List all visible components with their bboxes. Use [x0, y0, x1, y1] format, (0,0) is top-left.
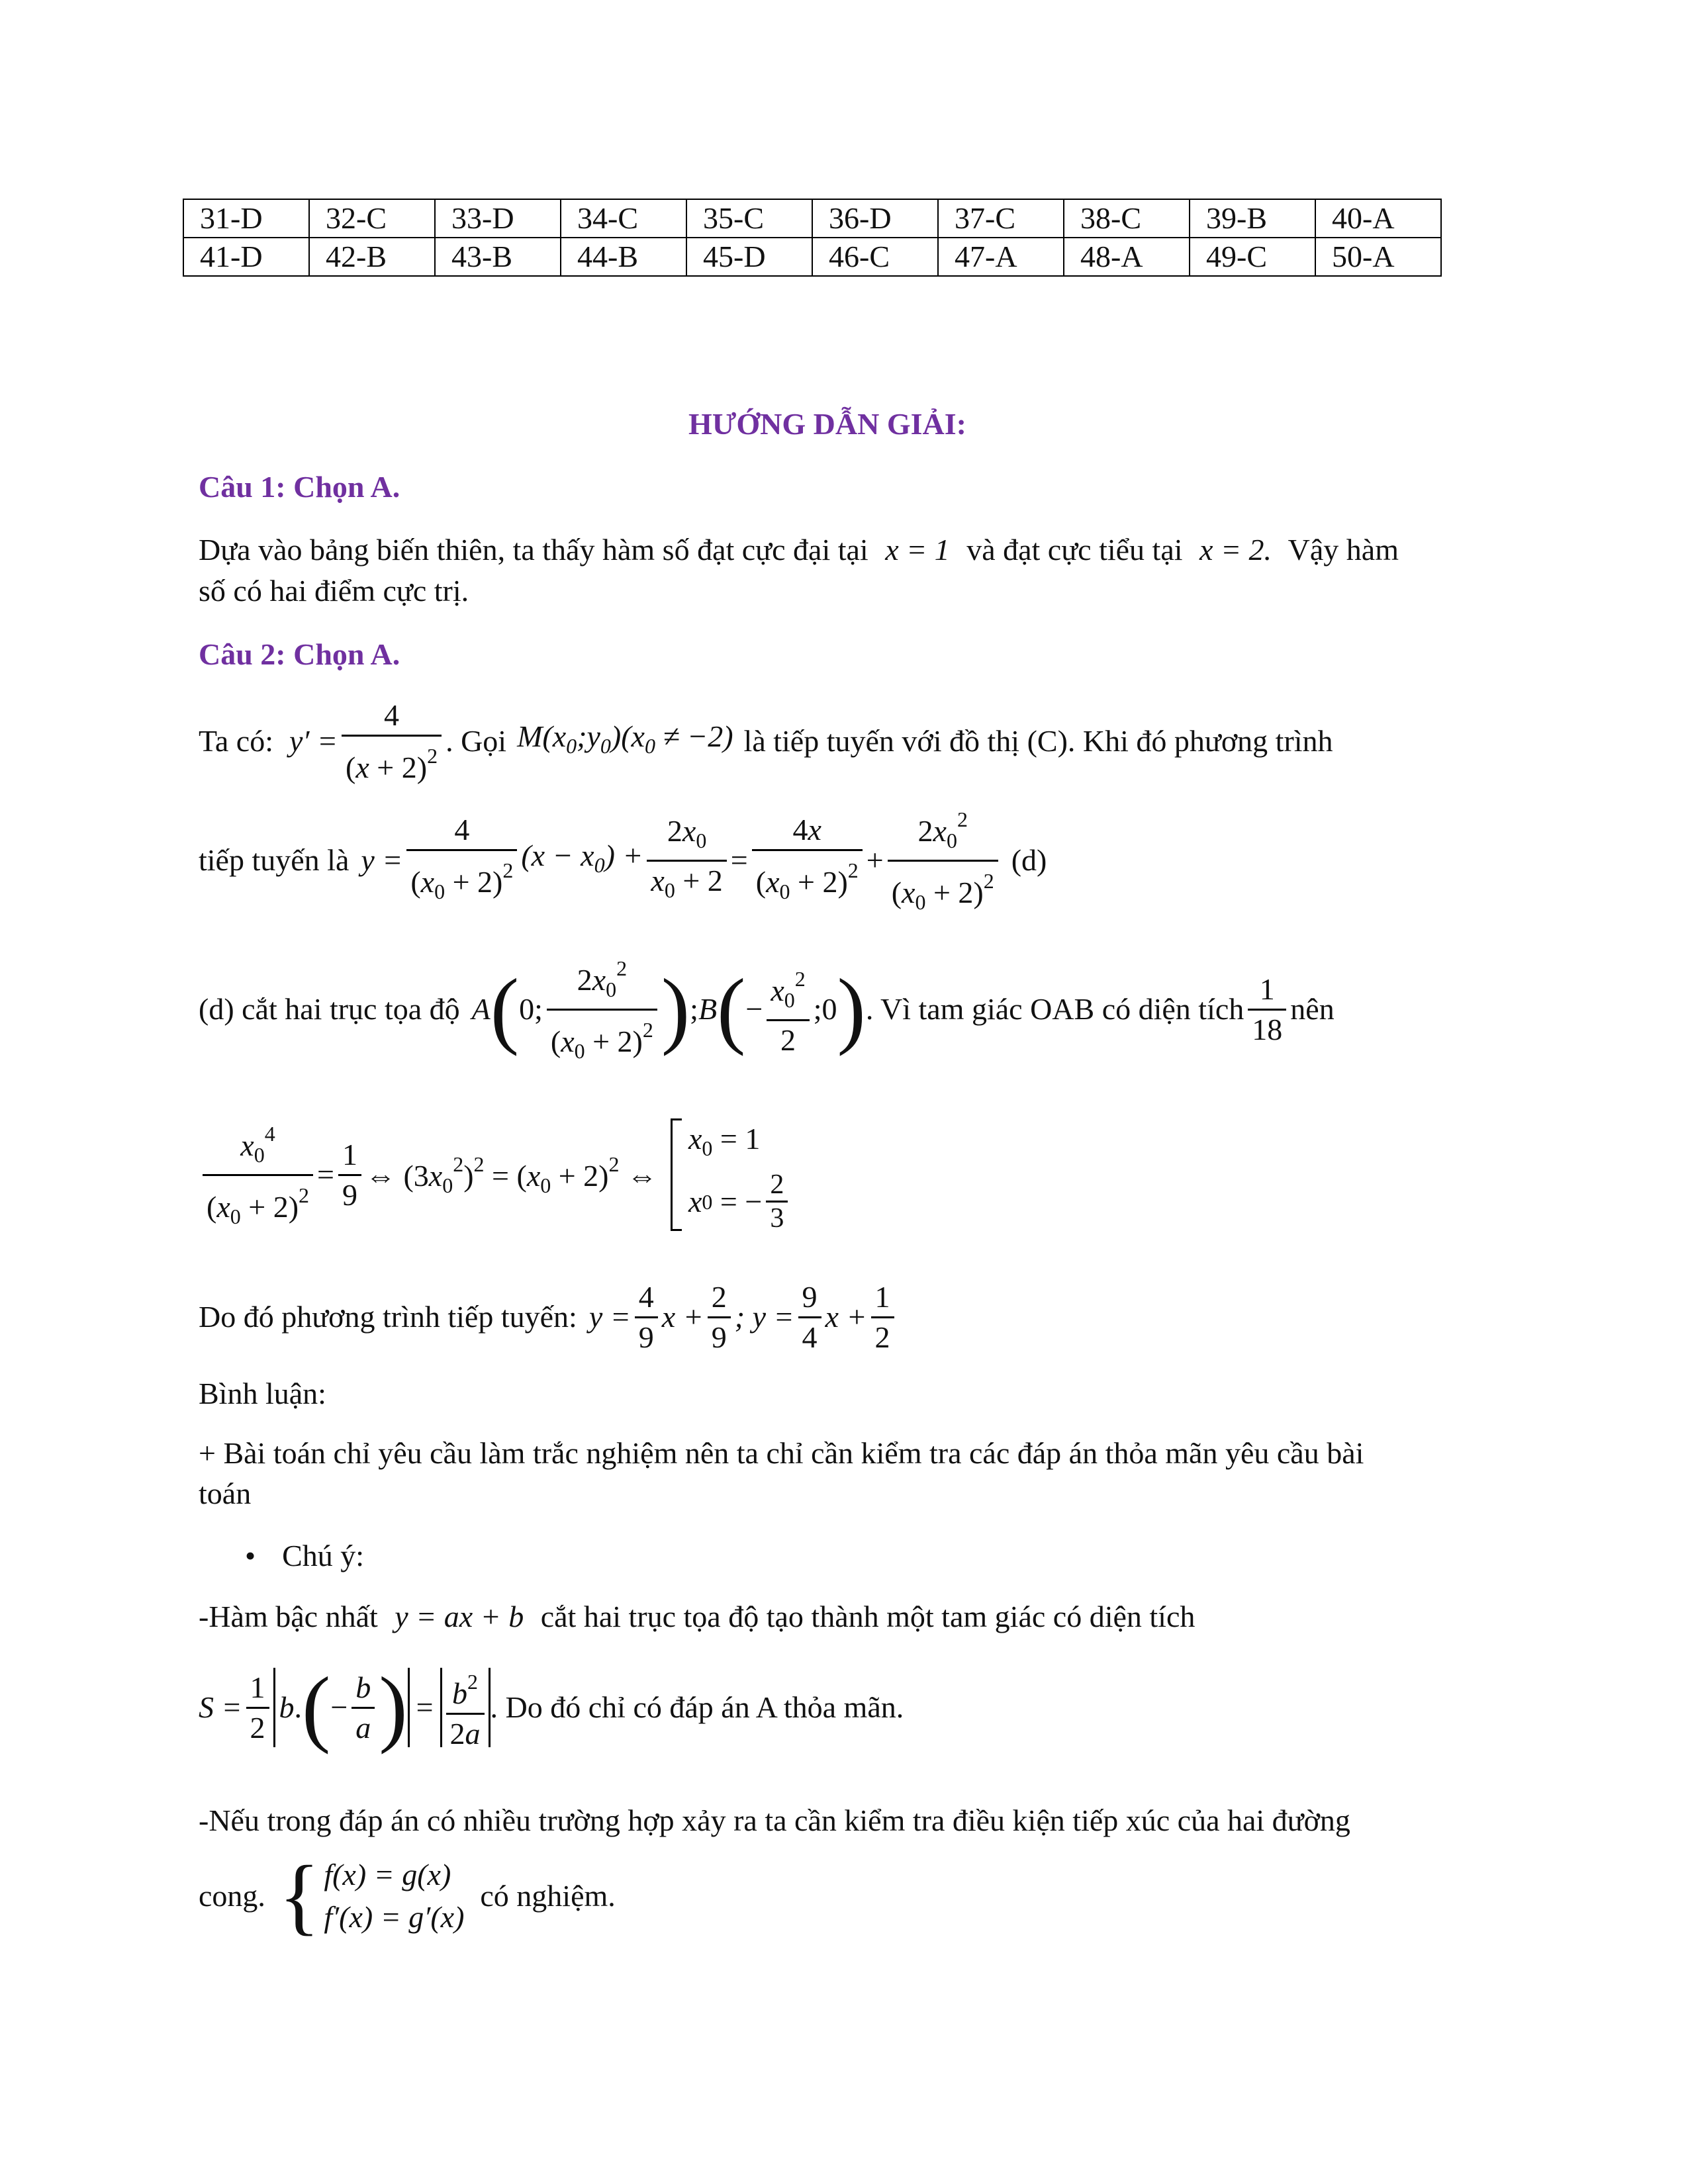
- q2-system-line: [199, 1846, 616, 1946]
- math-fraction: $\frac{9}{4}$: [798, 1278, 821, 1357]
- math: 0;: [519, 992, 543, 1026]
- math: [440, 1668, 442, 1747]
- q2-cong: cong.: [199, 1879, 265, 1913]
- table-cell: 40-A: [1315, 199, 1441, 238]
- table-cell: 32-C: [309, 199, 435, 238]
- q1-text-c: Vậy hàm: [1288, 533, 1399, 567]
- table-cell: 49-C: [1190, 238, 1315, 276]
- math-fraction: $\frac{1}{9}$: [338, 1136, 361, 1214]
- math: ): [379, 1660, 408, 1755]
- table-cell: 35-C: [686, 199, 812, 238]
- math: ;: [690, 992, 698, 1026]
- answer-key-table: [183, 199, 1442, 277]
- math: S =: [199, 1690, 242, 1724]
- q2-d-cat: (d) cắt hai trục tọa độ: [199, 992, 460, 1026]
- math: −: [330, 1690, 348, 1724]
- math: ;0: [813, 992, 837, 1026]
- q2-d-label: (d): [1011, 843, 1047, 877]
- table-cell: 48-A: [1064, 238, 1190, 276]
- table-cell: 33-D: [435, 199, 561, 238]
- math: A: [471, 992, 491, 1026]
- q1-text-a: Dựa vào bảng biến thiên, ta thấy hàm số đạt cực đại tại: [199, 533, 868, 567]
- math-fraction: $\frac{1}{18}$: [1248, 970, 1286, 1049]
- q2-linear-line: [199, 1596, 1195, 1637]
- math-fraction: $\frac{4}{(x_0 + 2)^2}$: [406, 811, 517, 911]
- math-fraction: $\frac{4}{9}$: [635, 1278, 658, 1357]
- q2-do-do-chi: . Do đó chỉ có đáp án A thỏa mãn.: [490, 1690, 904, 1724]
- q1-eq-min: x = 2.: [1199, 533, 1272, 567]
- q2-derivative-line: [199, 695, 1333, 788]
- math: ; y =: [734, 1300, 794, 1334]
- math: =: [730, 843, 748, 877]
- q1-text-b: và đạt cực tiểu tại: [966, 533, 1183, 567]
- table-cell: 36-D: [812, 199, 938, 238]
- math-fraction: $\frac{1}{2}$: [871, 1278, 894, 1357]
- table-cell: 50-A: [1315, 238, 1441, 276]
- q2-ham-bac-nhat-b: cắt hai trục tọa độ tạo thành một tam giác có diện tích: [540, 1600, 1196, 1633]
- q1-eq-max: x = 1: [885, 533, 950, 567]
- table-cell: 44-B: [561, 238, 686, 276]
- q2-ta-co: Ta có:: [199, 724, 274, 758]
- table-cell: 37-C: [938, 199, 1064, 238]
- q2-neu-line1: -Nếu trong đáp án có nhiều trường hợp xảy ra ta cần kiểm tra điều kiện tiếp xúc của hai đường: [199, 1803, 1350, 1837]
- math-fraction: $\frac{4x}{(x_0 + 2)^2}$: [752, 811, 863, 911]
- math: x +: [825, 1300, 867, 1334]
- table-cell: 43-B: [435, 238, 561, 276]
- math: b: [279, 1690, 295, 1724]
- q2-result-line: [199, 1271, 898, 1363]
- q2-ham-bac-nhat: -Hàm bậc nhất: [199, 1600, 378, 1633]
- math-fraction: $\frac{b^2}{2a}$: [446, 1662, 485, 1753]
- math: ): [661, 962, 690, 1057]
- math: [408, 1668, 410, 1747]
- bullet-icon: •: [245, 1539, 256, 1572]
- math: y′ =: [289, 724, 338, 758]
- q1-heading: Câu 1: Chọn A.: [199, 470, 400, 504]
- math: [671, 1118, 682, 1231]
- q2-area-formula-line: [199, 1655, 904, 1760]
- math: =: [416, 1690, 434, 1724]
- math: y =: [361, 843, 403, 877]
- table-cell: 38-C: [1064, 199, 1190, 238]
- math-fraction: $\frac{x_0^2}{2}$: [767, 960, 809, 1060]
- table-cell: 46-C: [812, 238, 938, 276]
- table-cell: 39-B: [1190, 199, 1315, 238]
- math-fraction: $\frac{b}{a}$: [352, 1668, 375, 1747]
- math: ⇔ $(3x_0^2)^2 = (x_0 + 2)^2$ ⇔: [365, 1152, 657, 1197]
- q2-co-nghiem: có nghiệm.: [480, 1879, 616, 1913]
- table-row: [183, 199, 1441, 238]
- math: ): [837, 962, 866, 1057]
- table-cell: 41-D: [183, 238, 309, 276]
- math: $M(x_0;y_0)(x_0 \ne -2)$: [517, 719, 733, 758]
- q2-vi-tam-giac: . Vì tam giác OAB có diện tích: [865, 992, 1244, 1026]
- math-fraction: $\frac{4}{(x + 2)^2}$: [342, 696, 442, 787]
- math: $x_0 = 1$: [688, 1122, 761, 1160]
- table-cell: 31-D: [183, 199, 309, 238]
- q2-heading: Câu 2: Chọn A.: [199, 637, 400, 671]
- math: y = ax + b: [395, 1600, 524, 1633]
- q2-text-tangent: là tiếp tuyến với đồ thị (C). Khi đó phương trình: [743, 724, 1333, 758]
- q2-plus-line2: toán: [199, 1477, 252, 1510]
- math: y =: [588, 1300, 631, 1334]
- q1-line2: số có hai điểm cực trị.: [199, 574, 469, 608]
- math-fraction: $\frac{2x_0}{x_0 + 2}$: [647, 812, 726, 909]
- q2-plus-line1: + Bài toán chỉ yêu cầu làm trắc nghiệm nên ta chỉ cần kiểm tra các đáp án thỏa mãn yêu cầu bài: [199, 1436, 1364, 1470]
- math: f′(x) = g′(x): [324, 1900, 465, 1934]
- math-system: [324, 1854, 464, 1938]
- q1-line1: [199, 529, 1399, 570]
- math-fraction: $\frac{2x_0^2}{(x_0 + 2)^2}$: [547, 949, 657, 1070]
- table-cell: 47-A: [938, 238, 1064, 276]
- table-cell: 42-B: [309, 238, 435, 276]
- table-cell: 34-C: [561, 199, 686, 238]
- q2-binh-luan: Bình luận:: [199, 1377, 326, 1410]
- section-title: HƯỚNG DẪN GIẢI:: [688, 407, 966, 441]
- q2-nen: nên: [1290, 992, 1335, 1026]
- math-fraction: $\frac{1}{2}$: [246, 1668, 269, 1747]
- q2-note-bullet: [245, 1535, 364, 1576]
- math-fraction: $\frac{x_0^4}{(x_0 + 2)^2}$: [203, 1115, 313, 1236]
- math: (: [490, 962, 520, 1057]
- math-brace: {: [278, 1848, 320, 1944]
- q2-tiep-tuyen-la: tiếp tuyến là: [199, 843, 350, 877]
- table-row: [183, 238, 1441, 276]
- q2-do-do: Do đó phương trình tiếp tuyến:: [199, 1300, 577, 1334]
- math: [682, 1118, 792, 1234]
- math-bracket-cases: [671, 1118, 792, 1234]
- q2-chu-y: Chú ý:: [282, 1539, 365, 1572]
- math: (: [717, 962, 746, 1057]
- math-fraction: $\frac{2x_0^2}{(x_0 + 2)^2}$: [888, 800, 998, 921]
- q2-tangent-equation-line: [199, 807, 1047, 914]
- math: −: [745, 992, 763, 1026]
- math: .: [294, 1690, 303, 1724]
- math: f(x) = g(x): [324, 1858, 451, 1891]
- math: =: [317, 1158, 334, 1191]
- math: (: [302, 1660, 331, 1755]
- table-cell: 45-D: [686, 238, 812, 276]
- math: x 0 = − $\frac{2}{3}$: [688, 1169, 792, 1234]
- math: [273, 1668, 275, 1747]
- math: B: [698, 992, 718, 1026]
- math: x +: [661, 1300, 704, 1334]
- math-fraction: $\frac{2}{9}$: [708, 1278, 731, 1357]
- q2-intersection-line: [199, 953, 1335, 1066]
- math: +: [866, 843, 884, 877]
- q2-goi: . Gọi: [445, 724, 507, 758]
- q2-solve-line: [199, 1112, 792, 1238]
- math: $(x - x_0)$ +: [521, 839, 643, 877]
